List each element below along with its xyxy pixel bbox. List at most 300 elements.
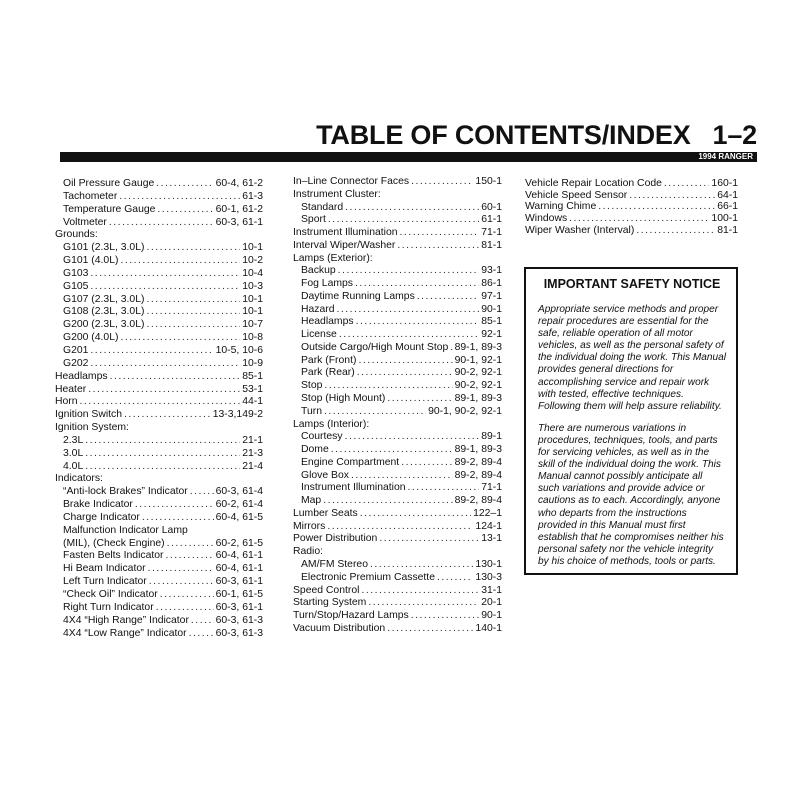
index-entry-page: 60-4, 61-1 (215, 550, 263, 562)
index-entry-name: Fog Lamps (301, 278, 353, 290)
dot-leader (166, 550, 214, 563)
index-entry-name: G105 (63, 280, 89, 292)
index-entry (525, 178, 738, 190)
index-entry-page: 93-1 (481, 265, 502, 277)
dot-leader (323, 495, 452, 508)
index-entry-page: 60-3, 61-4 (215, 486, 263, 498)
index-entry-page: 31-1 (481, 584, 502, 596)
index-entry (293, 355, 502, 368)
dot-leader (387, 393, 452, 406)
index-entry (293, 380, 502, 393)
index-entry (55, 576, 263, 589)
dot-leader (345, 431, 480, 444)
index-entry (293, 597, 502, 610)
index-entry (293, 240, 502, 253)
dot-leader (160, 589, 214, 602)
index-entry-name: Tachometer (63, 190, 118, 202)
dot-leader (379, 533, 479, 546)
index-entry (55, 473, 263, 486)
index-entry-page: 61-1 (481, 214, 502, 226)
index-entry (293, 533, 502, 546)
index-entry (55, 409, 263, 422)
index-entry-name: Grounds: (55, 229, 98, 241)
dot-leader (338, 265, 480, 278)
index-entry-name: G201 (63, 344, 89, 356)
index-entry-page: 10-1 (242, 293, 263, 305)
index-entry-page: 60-2, 61-4 (215, 499, 263, 511)
index-entry-name: Dome (301, 444, 329, 456)
dot-leader (387, 623, 473, 636)
index-entry (293, 342, 502, 355)
dot-leader (109, 217, 214, 230)
index-entry-page: 10-2 (242, 255, 263, 267)
dot-leader (149, 576, 214, 589)
index-entry-name: Turn/Stop/Hazard Lamps (293, 610, 409, 622)
index-entry-page: 89-2, 89-4 (454, 469, 502, 481)
index-entry-page: 160-1 (711, 178, 738, 189)
index-entry-page: 10-1 (242, 306, 263, 318)
index-entry (293, 546, 502, 559)
index-entry-page: 90-1, 90-2, 92-1 (428, 405, 502, 417)
index-entry (293, 214, 502, 227)
index-entry-name: License (301, 329, 337, 341)
index-entry-name: Right Turn Indicator (63, 601, 154, 613)
index-entry (55, 281, 263, 294)
index-entry (55, 178, 263, 191)
index-entry-name: Lumber Seats (293, 507, 358, 519)
index-entry (55, 319, 263, 332)
page-header (0, 120, 757, 150)
index-entry-name: Charge Indicator (63, 511, 140, 523)
index-entry-name: Ignition System: (55, 422, 129, 434)
index-entry (55, 486, 263, 499)
index-entry-page: 21-1 (242, 434, 263, 446)
index-entry (293, 253, 502, 266)
index-entry (55, 525, 263, 538)
index-entry (525, 213, 738, 225)
index-entry (525, 190, 738, 202)
index-entry-name: G101 (4.0L) (63, 255, 119, 267)
dot-leader (417, 291, 479, 304)
index-entry (293, 304, 502, 317)
index-entry (55, 358, 263, 371)
dot-leader (90, 268, 240, 281)
vehicle-model-label: 1994 RANGER (698, 152, 753, 161)
dot-leader (146, 242, 240, 255)
index-entry-name: Park (Front) (301, 354, 357, 366)
dot-leader (337, 304, 480, 317)
dot-leader (569, 213, 709, 225)
index-entry-name: Starting System (293, 597, 367, 609)
index-entry (55, 217, 263, 230)
index-entry-name: Horn (55, 396, 78, 408)
index-entry-name: 2.3L (63, 434, 84, 446)
index-entry (293, 508, 502, 521)
index-entry (293, 291, 502, 304)
index-entry (55, 332, 263, 345)
index-entry-page: 60-3, 61-1 (215, 576, 263, 588)
index-entry (55, 294, 263, 307)
index-entry-page: 85-1 (481, 316, 502, 328)
index-entry-page: 85-1 (242, 370, 263, 382)
index-entry-page: 13-3,149-2 (212, 409, 263, 421)
index-entry-page: 60-1, 61-2 (215, 203, 263, 215)
index-entry (293, 316, 502, 329)
index-entry-page: 90-2, 92-1 (454, 380, 502, 392)
index-entry-name: Fasten Belts Indicator (63, 550, 164, 562)
index-entry-name: G200 (4.0L) (63, 332, 119, 344)
index-entry-page: 10-8 (242, 332, 263, 344)
index-entry-name: “Anti-lock Brakes” Indicator (63, 486, 188, 498)
index-entry-name: G202 (63, 357, 89, 369)
index-entry (293, 202, 502, 215)
index-entry (55, 615, 263, 628)
dot-leader (360, 508, 471, 521)
dot-leader (189, 628, 214, 641)
index-entry-name: Standard (301, 201, 344, 213)
index-entry (55, 255, 263, 268)
index-entry-name: Sport (301, 214, 326, 226)
index-entry-name: (MIL), (Check Engine) (63, 537, 165, 549)
index-entry-page: 10-3 (242, 280, 263, 292)
index-entry (293, 559, 502, 572)
index-entry-name: Vehicle Speed Sensor (525, 189, 628, 201)
dot-leader (156, 178, 213, 191)
index-entry-page: 130-1 (475, 558, 502, 570)
index-entry-page: 10-1 (242, 242, 263, 254)
index-entry (293, 431, 502, 444)
index-entry-page: 10-9 (242, 357, 263, 369)
index-entry-name: “Check Oil” Indicator (63, 589, 158, 600)
index-entry-page: 81-1 (481, 239, 502, 251)
dot-leader (190, 486, 214, 499)
index-entry-name: Stop (301, 380, 323, 392)
index-entry-page: 150-1 (475, 176, 502, 187)
dot-leader (120, 255, 240, 268)
index-entry-name: Ignition Switch (55, 409, 122, 421)
dot-leader (85, 461, 240, 474)
index-entry-name: G103 (63, 267, 89, 279)
index-entry-page: 81-1 (717, 224, 738, 236)
index-entry (293, 482, 502, 495)
index-entry-name: Instrument Cluster: (293, 188, 381, 200)
index-entry-name: Vehicle Repair Location Code (525, 178, 662, 189)
index-entry (55, 499, 263, 512)
index-entry-page: 13-1 (481, 533, 502, 545)
index-entry-page: 97-1 (481, 290, 502, 302)
index-entry-page: 89-2, 89-4 (454, 456, 502, 468)
page-title: TABLE OF CONTENTS/INDEX (316, 120, 691, 150)
index-entry-page: 89-1 (481, 431, 502, 443)
index-entry (293, 367, 502, 380)
index-entry-name: 3.0L (63, 447, 84, 459)
index-entry-page: 21-3 (242, 447, 263, 459)
index-entry (293, 329, 502, 342)
index-entry-page: 60-4, 61-5 (215, 511, 263, 523)
index-entry-page: 60-1 (481, 201, 502, 213)
dot-leader (90, 345, 213, 358)
index-entry-page: 90-1, 92-1 (454, 354, 502, 366)
dot-leader (110, 371, 241, 384)
index-entry (293, 585, 502, 598)
index-entry (55, 306, 263, 319)
index-entry-page: 20-1 (481, 597, 502, 609)
dot-leader (400, 227, 480, 240)
index-entry-page: 60-1, 61-5 (215, 589, 263, 600)
header-rule (60, 152, 757, 162)
dot-leader (368, 597, 479, 610)
index-entry-name: Speed Control (293, 584, 360, 596)
dot-leader (598, 201, 715, 213)
index-entry-name: G101 (2.3L, 3.0L) (63, 242, 145, 254)
index-entry (55, 268, 263, 281)
index-entry (55, 204, 263, 217)
dot-leader (90, 281, 240, 294)
dot-leader (361, 585, 479, 598)
dot-leader (146, 294, 240, 307)
dot-leader (148, 563, 214, 576)
index-entry (55, 589, 263, 602)
index-entry-name: Park (Rear) (301, 367, 355, 379)
dot-leader (664, 178, 710, 190)
index-entry (293, 470, 502, 483)
index-entry-name: Glove Box (301, 469, 349, 481)
index-entry-page: 60-4, 61-2 (215, 178, 263, 189)
index-entry-name: Voltmeter (63, 216, 107, 228)
index-entry (293, 444, 502, 457)
safety-notice-paragraph: There are numerous variations in procedures, techniques, tools, and parts for servicing vehicles, as well as in the skill of the individual doing the work. This Manual cannot possibly anticipate all such variations and provide advice or cautions as to each. Accordingly, anyone who departs from the instructions provided in this Manual must first establish that he compromises neither his personal safety nor the vehicle integrity by his choice of methods, tools or parts. (538, 422, 724, 567)
index-entry-page: 64-1 (717, 189, 738, 201)
index-entry (293, 610, 502, 623)
dot-leader (408, 482, 480, 495)
index-entry (293, 521, 502, 534)
index-entry-name: Outside Cargo/High Mount Stop (301, 341, 449, 353)
index-entry (55, 229, 263, 242)
dot-leader (88, 384, 240, 397)
index-entry-name: In–Line Connector Faces (293, 176, 410, 187)
dot-leader (339, 329, 479, 342)
index-entry (293, 227, 502, 240)
index-entry-page: 89-1, 89-3 (454, 393, 502, 405)
index-entry (55, 435, 263, 448)
dot-leader (345, 202, 479, 215)
index-entry-page: 89-2, 89-4 (454, 495, 502, 507)
dot-leader (124, 409, 211, 422)
index-entry-name: Radio: (293, 546, 324, 558)
index-entry-name: Daytime Running Lamps (301, 290, 415, 302)
index-entry-name: Vacuum Distribution (293, 622, 386, 634)
index-entry-page: 61-3 (242, 190, 263, 202)
index-entry-name: G107 (2.3L, 3.0L) (63, 293, 145, 305)
index-entry-name: Hi Beam Indicator (63, 563, 146, 575)
index-entry-name: Brake Indicator (63, 499, 133, 511)
index-entry-name: Mirrors (293, 520, 326, 532)
index-entry-page: 71-1 (481, 227, 502, 239)
index-entry (293, 495, 502, 508)
index-entry-name: Interval Wiper/Washer (293, 239, 396, 251)
index-entry (293, 176, 502, 189)
index-entry (55, 242, 263, 255)
index-entry-page: 124-1 (475, 520, 502, 532)
index-entry (293, 393, 502, 406)
dot-leader (157, 204, 213, 217)
index-entry-name: 4X4 “Low Range” Indicator (63, 627, 187, 639)
dot-leader (629, 190, 715, 202)
index-entry-name: Malfunction Indicator Lamp (63, 524, 188, 536)
index-entry-name: Lamps (Exterior): (293, 252, 373, 264)
index-column-2 (293, 176, 502, 636)
dot-leader (191, 615, 214, 628)
dot-leader (401, 457, 452, 470)
index-entry-page: 10-7 (242, 319, 263, 331)
index-entry-name: Headlamps (55, 370, 108, 382)
dot-leader (327, 521, 473, 534)
dot-leader (636, 225, 715, 237)
index-entry (55, 550, 263, 563)
index-entry-page: 86-1 (481, 278, 502, 290)
index-entry-name: 4.0L (63, 460, 84, 472)
dot-leader (450, 342, 452, 355)
dot-leader (146, 306, 240, 319)
index-entry-name: AM/FM Stereo (301, 558, 368, 570)
dot-leader (135, 499, 214, 512)
index-entry (55, 371, 263, 384)
index-entry (55, 384, 263, 397)
index-entry-name: Oil Pressure Gauge (63, 178, 155, 189)
index-entry (55, 512, 263, 525)
index-entry-name: Indicators: (55, 473, 103, 485)
dot-leader (351, 470, 453, 483)
index-entry-page: 92-1 (481, 329, 502, 341)
dot-leader (167, 538, 214, 551)
index-entry (55, 602, 263, 615)
index-entry-name: Map (301, 495, 322, 507)
index-entry (55, 538, 263, 551)
index-entry-name: Instrument Illumination (301, 482, 406, 494)
index-entry-page: 122–1 (473, 507, 502, 519)
index-entry-page: 130-3 (475, 571, 502, 583)
dot-leader (397, 240, 479, 253)
index-entry-name: Windows (525, 213, 568, 225)
index-entry-name: Backup (301, 265, 336, 277)
dot-leader (85, 435, 240, 448)
index-entry-name: Instrument Illumination (293, 227, 398, 239)
index-entry-name: Temperature Gauge (63, 203, 156, 215)
index-entry-page: 71-1 (481, 482, 502, 494)
page-number: 1–2 (712, 120, 757, 150)
index-entry (293, 419, 502, 432)
index-entry (293, 457, 502, 470)
index-entry (293, 572, 502, 585)
index-entry (55, 461, 263, 474)
index-entry-page: 89-1, 89-3 (454, 341, 502, 353)
index-entry (293, 189, 502, 202)
index-entry-name: Lamps (Interior): (293, 418, 370, 430)
dot-leader (120, 332, 240, 345)
index-entry (293, 623, 502, 636)
index-entry (55, 422, 263, 435)
index-entry-name: Stop (High Mount) (301, 393, 386, 405)
index-entry (55, 396, 263, 409)
index-entry-name: Heater (55, 383, 87, 395)
index-entry-page: 90-1 (481, 303, 502, 315)
index-entry-name: Power Distribution (293, 533, 378, 545)
index-entry-name: Courtesy (301, 431, 343, 443)
index-entry-page: 90-2, 92-1 (454, 367, 502, 379)
index-entry (55, 345, 263, 358)
index-entry-name: Warning Chime (525, 201, 597, 213)
dot-leader (324, 406, 426, 419)
dot-leader (146, 319, 240, 332)
index-entry-page: 44-1 (242, 396, 263, 408)
index-entry-page: 100-1 (711, 213, 738, 225)
index-entry (525, 225, 738, 237)
index-entry (525, 201, 738, 213)
index-entry-name: Left Turn Indicator (63, 576, 147, 588)
index-entry-page: 60-4, 61-1 (215, 563, 263, 575)
index-entry-page: 90-1 (481, 610, 502, 622)
index-entry-page: 66-1 (717, 201, 738, 213)
index-entry-page: 60-3, 61-3 (215, 614, 263, 626)
index-entry-page: 60-3, 61-1 (215, 601, 263, 613)
index-column-1 (55, 178, 263, 640)
dot-leader (355, 278, 479, 291)
dot-leader (142, 512, 214, 525)
index-entry (55, 628, 263, 641)
index-entry (293, 278, 502, 291)
dot-leader (90, 358, 240, 371)
index-entry-name: Engine Compartment (301, 456, 400, 468)
index-entry-page: 140-1 (475, 622, 502, 634)
dot-leader (356, 316, 480, 329)
safety-notice-box (524, 267, 738, 575)
dot-leader (437, 572, 473, 585)
index-entry-name: Hazard (301, 303, 335, 315)
dot-leader (328, 214, 479, 227)
index-entry-page: 60-3, 61-3 (215, 627, 263, 639)
index-entry-page: 10-4 (242, 267, 263, 279)
index-entry-page: 60-2, 61-5 (215, 537, 263, 549)
index-entry-name: Headlamps (301, 316, 354, 328)
dot-leader (119, 191, 240, 204)
index-entry (55, 448, 263, 461)
index-entry (55, 563, 263, 576)
index-entry-page: 89-1, 89-3 (454, 444, 502, 456)
index-entry-name: Electronic Premium Cassette (301, 571, 435, 583)
index-entry-page: 21-4 (242, 460, 263, 472)
index-entry-page: 60-3, 61-1 (215, 216, 263, 228)
index-entry-name: 4X4 “High Range” Indicator (63, 614, 189, 626)
dot-leader (358, 355, 452, 368)
dot-leader (411, 610, 480, 623)
index-entry-name: G200 (2.3L, 3.0L) (63, 319, 145, 331)
dot-leader (411, 176, 473, 189)
dot-leader (331, 444, 453, 457)
index-entry-name: Turn (301, 405, 322, 417)
dot-leader (370, 559, 473, 572)
dot-leader (324, 380, 452, 393)
dot-leader (80, 396, 241, 409)
index-entry (293, 265, 502, 278)
index-entry-name: G108 (2.3L, 3.0L) (63, 306, 145, 318)
index-entry (55, 191, 263, 204)
dot-leader (85, 448, 240, 461)
safety-notice-title: IMPORTANT SAFETY NOTICE (543, 277, 721, 291)
dot-leader (156, 602, 214, 615)
index-entry-page: 10-5, 10-6 (215, 344, 263, 356)
safety-notice-paragraph: Appropriate service methods and proper repair procedures are essential for the safe, reliable operation of all motor vehicles, as well as the personal safety of the individual doing the work. This Manual provides general directions for accomplishing service and repair work with tested, effective techniques. Following them will help assure reliability. (538, 304, 726, 412)
index-entry (293, 406, 502, 419)
